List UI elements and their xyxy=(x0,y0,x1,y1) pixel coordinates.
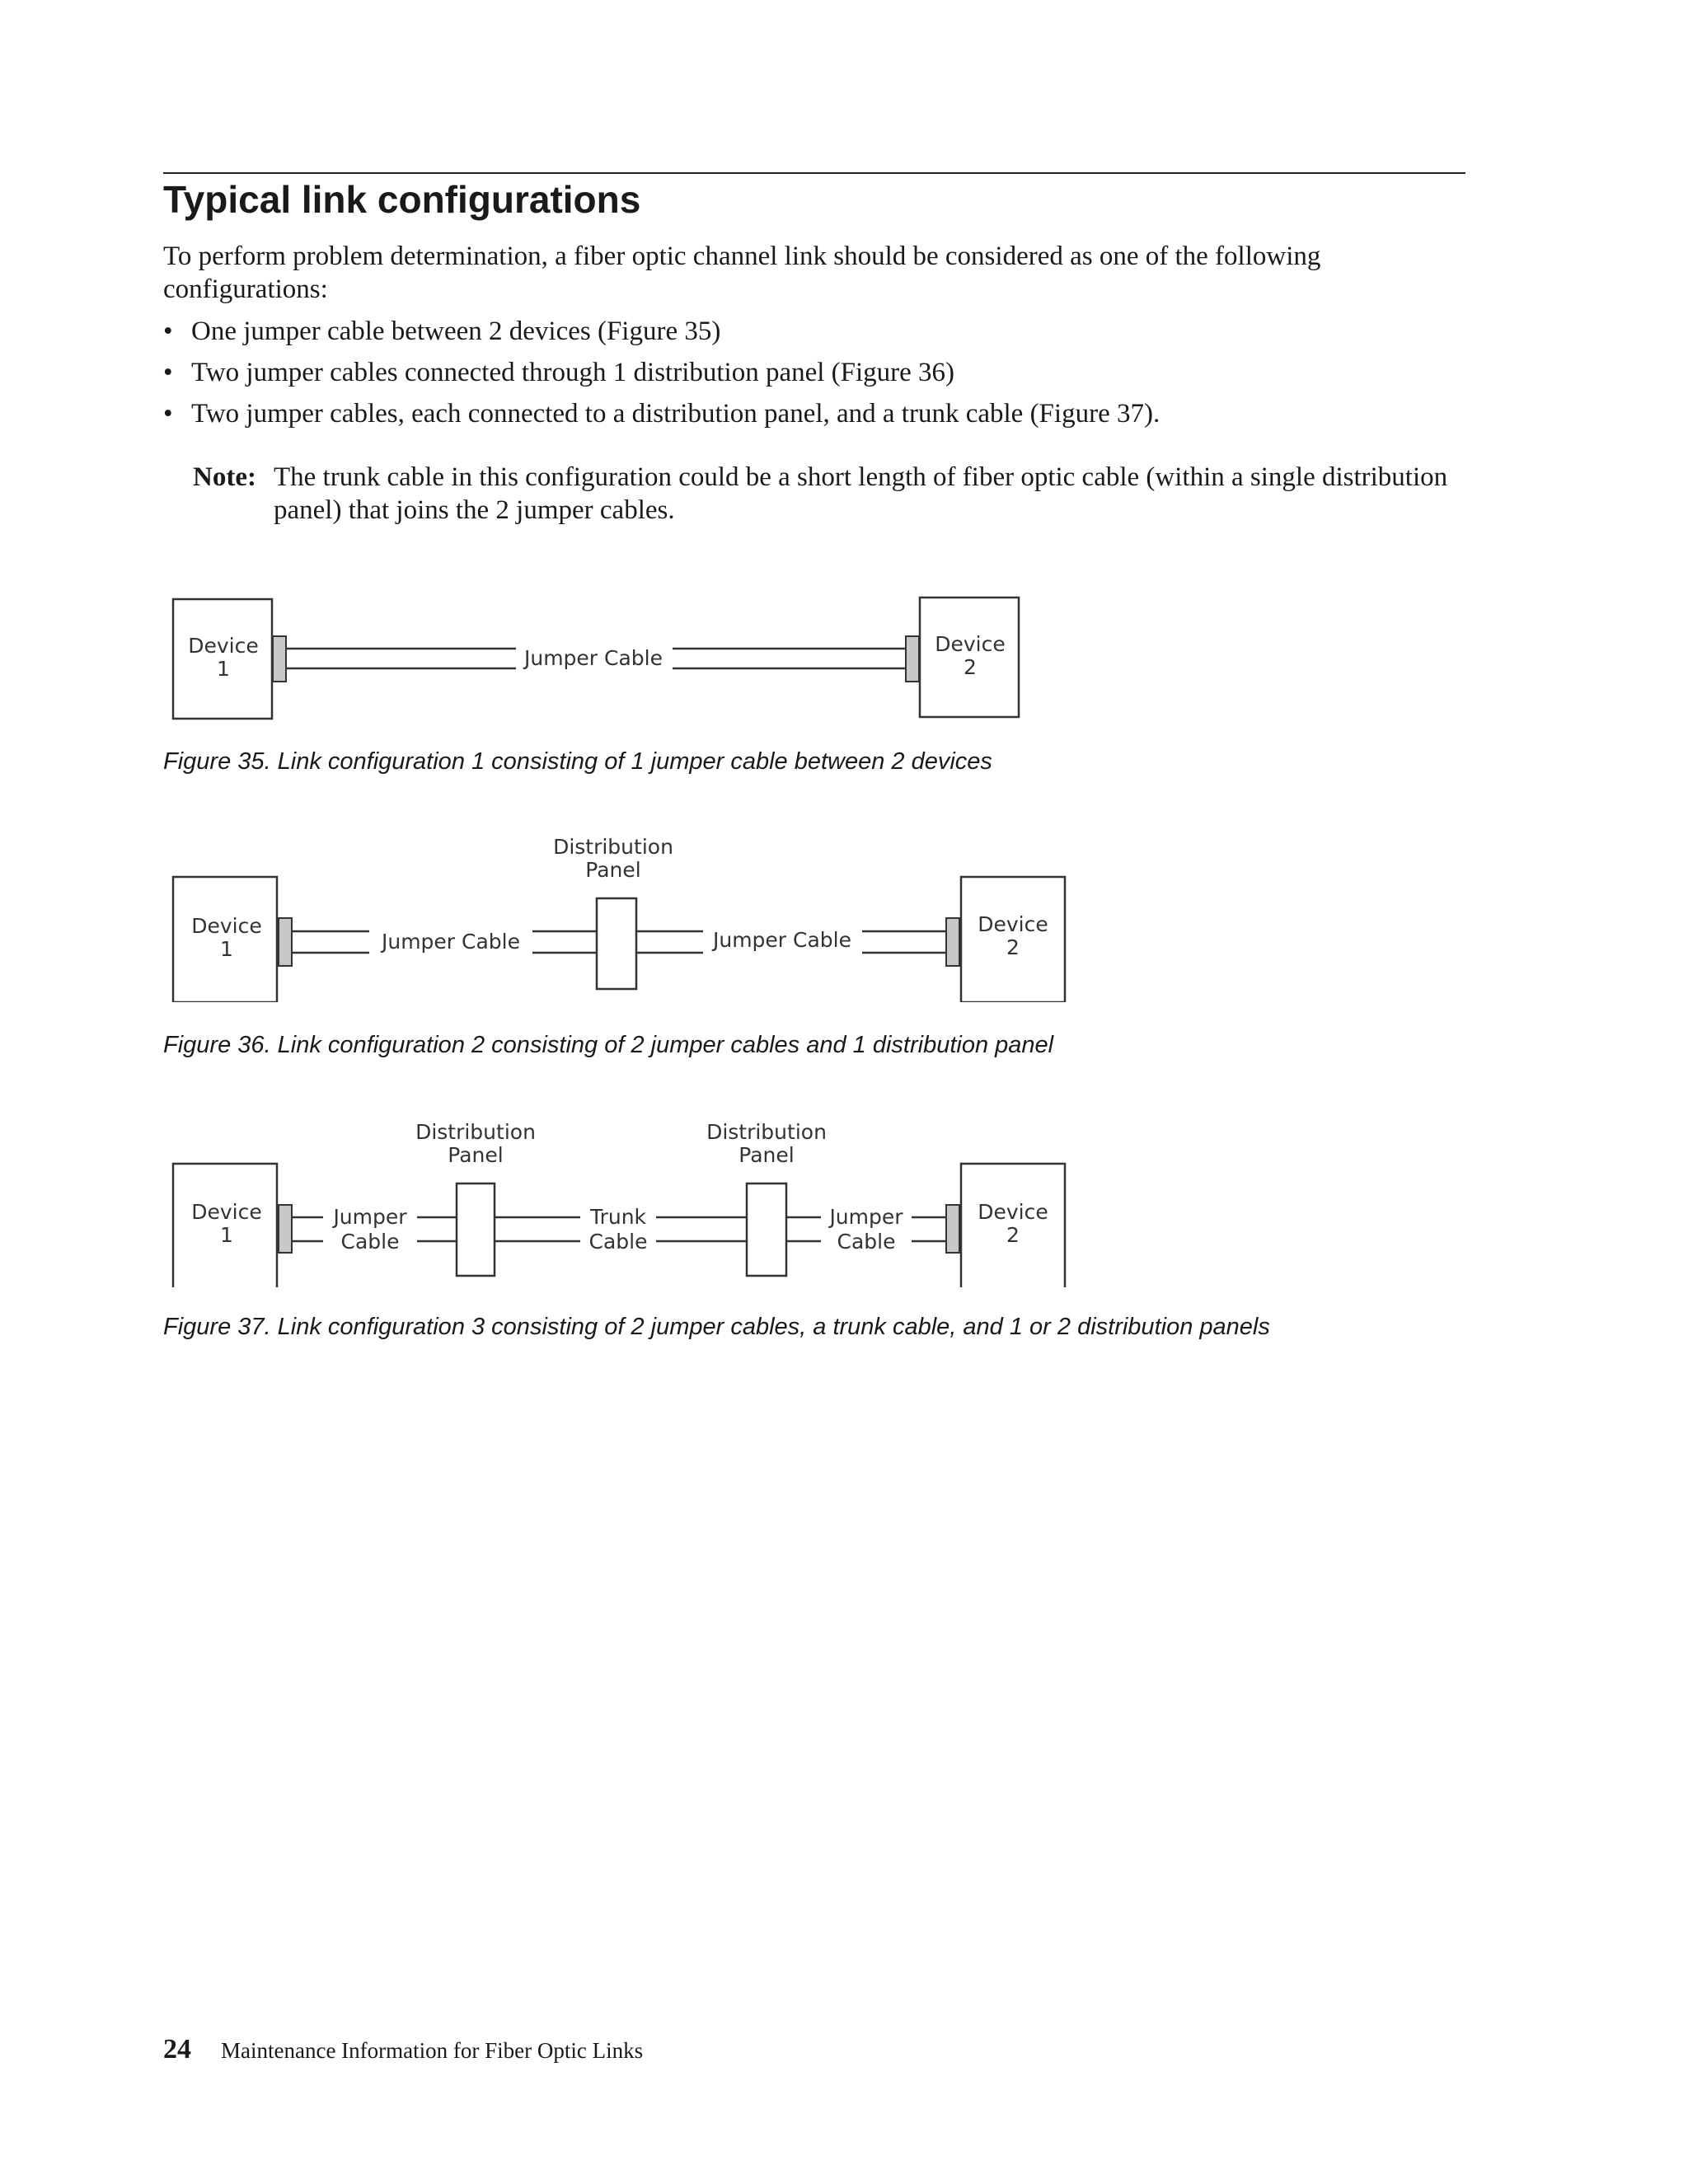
device-2-number: 2 xyxy=(1006,1223,1020,1247)
jumper-cable-label: Jumper xyxy=(829,1205,903,1229)
connector xyxy=(946,1205,959,1253)
page-footer xyxy=(163,2034,643,2065)
connector xyxy=(279,918,292,966)
configuration-list xyxy=(163,315,1457,438)
list-item: • One jumper cable between 2 devices (Figure 35) xyxy=(163,316,721,346)
device-2-number: 2 xyxy=(964,655,977,679)
connector xyxy=(946,918,959,966)
connector xyxy=(273,636,286,682)
distribution-panel xyxy=(597,898,636,989)
section-heading: Typical link configurations xyxy=(163,178,641,221)
panel-label: Distribution xyxy=(415,1120,536,1144)
device-1-label: Device xyxy=(191,1200,262,1224)
document-title: Maintenance Information for Fiber Optic Links xyxy=(221,2038,644,2063)
intro-paragraph: To perform problem determination, a fiber optic channel link should be considered as one of the following configurations: xyxy=(163,241,1321,304)
device-2-number: 2 xyxy=(1006,935,1020,959)
note-text: The trunk cable in this configuration could be a short length of fiber optic cable (within a single distribution panel) that joins the 2 jumper cables. xyxy=(274,462,1448,525)
distribution-panel xyxy=(747,1183,786,1276)
figure-36-caption: Figure 36. Link configuration 2 consisting of 2 jumper cables and 1 distribution panel xyxy=(163,1032,1054,1058)
heading-rule xyxy=(163,172,1465,174)
list-item: • Two jumper cables connected through 1 distribution panel (Figure 36) xyxy=(163,358,955,387)
device-2-label: Device xyxy=(978,912,1048,936)
figure-35-diagram xyxy=(163,590,1086,730)
panel-label: Distribution xyxy=(706,1120,827,1144)
panel-label: Panel xyxy=(585,858,641,882)
jumper-cable-label: Jumper Cable xyxy=(712,928,852,952)
jumper-cable-label: Jumper xyxy=(333,1205,407,1229)
device-2-label: Device xyxy=(935,632,1006,656)
device-1-number: 1 xyxy=(217,657,230,681)
device-1-number: 1 xyxy=(220,937,233,961)
jumper-cable-label: Jumper Cable xyxy=(381,930,521,954)
jumper-cable-label: Cable xyxy=(340,1230,400,1254)
figure-36-diagram xyxy=(163,829,1086,1002)
figure-35-caption: Figure 35. Link configuration 1 consisting of 1 jumper cable between 2 devices xyxy=(163,748,992,775)
figure-35 xyxy=(163,590,1086,730)
note-label: Note: xyxy=(193,462,256,492)
note xyxy=(193,461,1462,527)
panel-label: Distribution xyxy=(553,835,673,859)
page-number: 24 xyxy=(163,2034,191,2064)
trunk-cable-label: Trunk xyxy=(589,1205,647,1229)
device-1-label: Device xyxy=(188,634,259,658)
figure-37-diagram xyxy=(163,1114,1086,1287)
jumper-cable-label: Jumper Cable xyxy=(523,646,663,670)
distribution-panel xyxy=(457,1183,495,1276)
jumper-cable-label: Cable xyxy=(837,1230,896,1254)
connector xyxy=(279,1205,292,1253)
list-item: • Two jumper cables, each connected to a distribution panel, and a trunk cable (Figure 37). xyxy=(163,399,1160,429)
device-2-label: Device xyxy=(978,1200,1048,1224)
trunk-cable-label: Cable xyxy=(588,1230,648,1254)
figure-36 xyxy=(163,829,1086,1002)
device-1-label: Device xyxy=(191,914,262,938)
device-1-number: 1 xyxy=(220,1223,233,1247)
figure-37 xyxy=(163,1114,1086,1287)
figure-37-caption: Figure 37. Link configuration 3 consisting of 2 jumper cables, a trunk cable, and 1 or 2 distribution panels xyxy=(163,1314,1270,1340)
panel-label: Panel xyxy=(738,1143,795,1167)
panel-label: Panel xyxy=(448,1143,504,1167)
connector xyxy=(906,636,919,682)
